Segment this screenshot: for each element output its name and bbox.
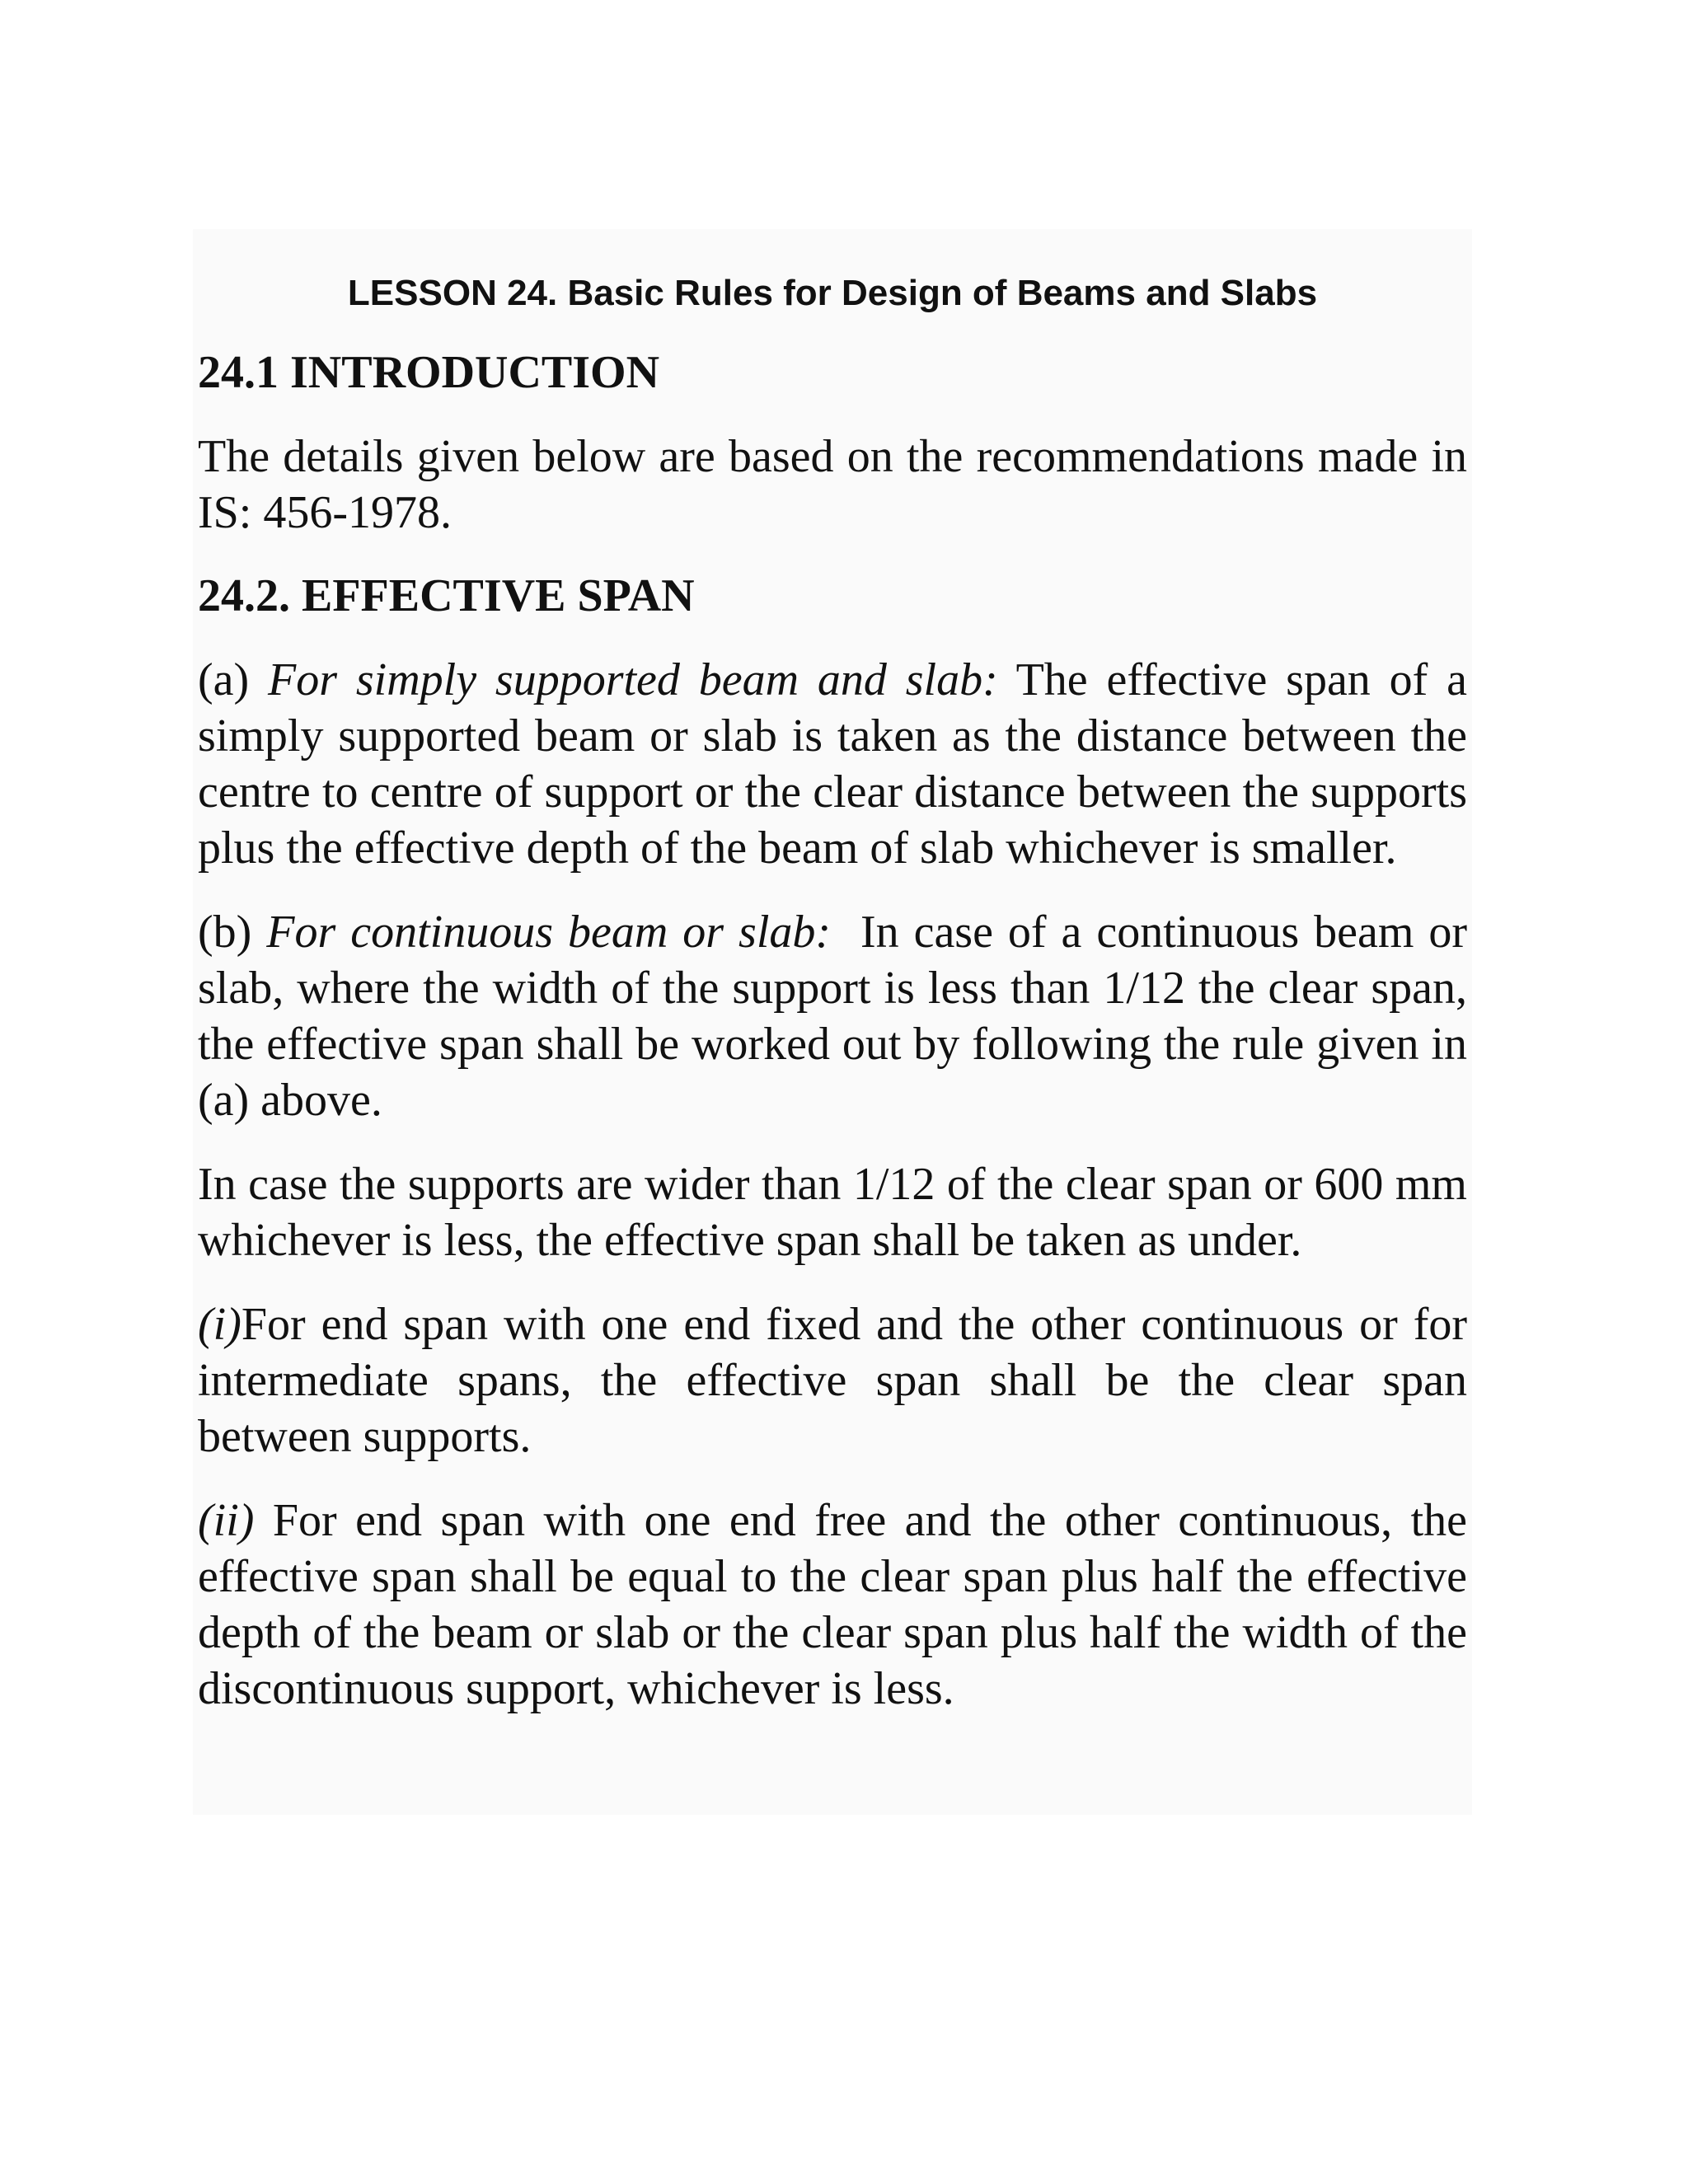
- paragraph-wider-supports: In case the supports are wider than 1/12 of the clear span or 600 mm whichever is less, the effective span shall be taken as under.: [198, 1159, 1467, 1267]
- paragraph-case-i: [198, 1296, 1467, 1465]
- paragraph-case-ii: [198, 1493, 1467, 1717]
- item-body: For end span with one end free and the other continuous, the effective span shall be equal to the clear span plus half the effective depth of the beam or slab or the clear span plus half the width of the discontinuous support, whichever is less.: [198, 1495, 1467, 1715]
- document-content: [193, 229, 1479, 1815]
- item-label: (i): [198, 1299, 241, 1351]
- heading-introduction: 24.1 INTRODUCTION: [198, 346, 660, 398]
- item-label: (a): [198, 654, 268, 706]
- paragraph-introduction: The details given below are based on the recommendations made in IS: 456-1978.: [198, 430, 1467, 538]
- lesson-title: LESSON 24. Basic Rules for Design of Beams and Slabs: [347, 273, 1318, 313]
- heading-effective-span: 24.2. EFFECTIVE SPAN: [198, 569, 695, 621]
- paragraph-continuous: [198, 904, 1479, 1128]
- item-label: (ii): [198, 1495, 255, 1547]
- item-body: For end span with one end fixed and the other continuous or for intermediate spans, the effective span shall be the clear span between supports.: [198, 1299, 1467, 1463]
- paragraph-simply-supported: [198, 652, 1467, 876]
- item-title: For simply supported beam and slab:: [268, 654, 998, 706]
- item-body: In case of a continuous beam or slab, where the width of the support is less than 1/12 the clear span, the effective span shall be worked out by following the rule given in (a) above.: [198, 907, 1479, 1127]
- item-label: (b): [198, 907, 267, 958]
- item-body: The effective span of a simply supported beam or slab is taken as the distance between the centre to centre of support or the clear distance between the supports plus the effective depth of the beam of slab whichever is smaller.: [198, 654, 1467, 874]
- item-title: For continuous beam or slab:: [266, 907, 832, 958]
